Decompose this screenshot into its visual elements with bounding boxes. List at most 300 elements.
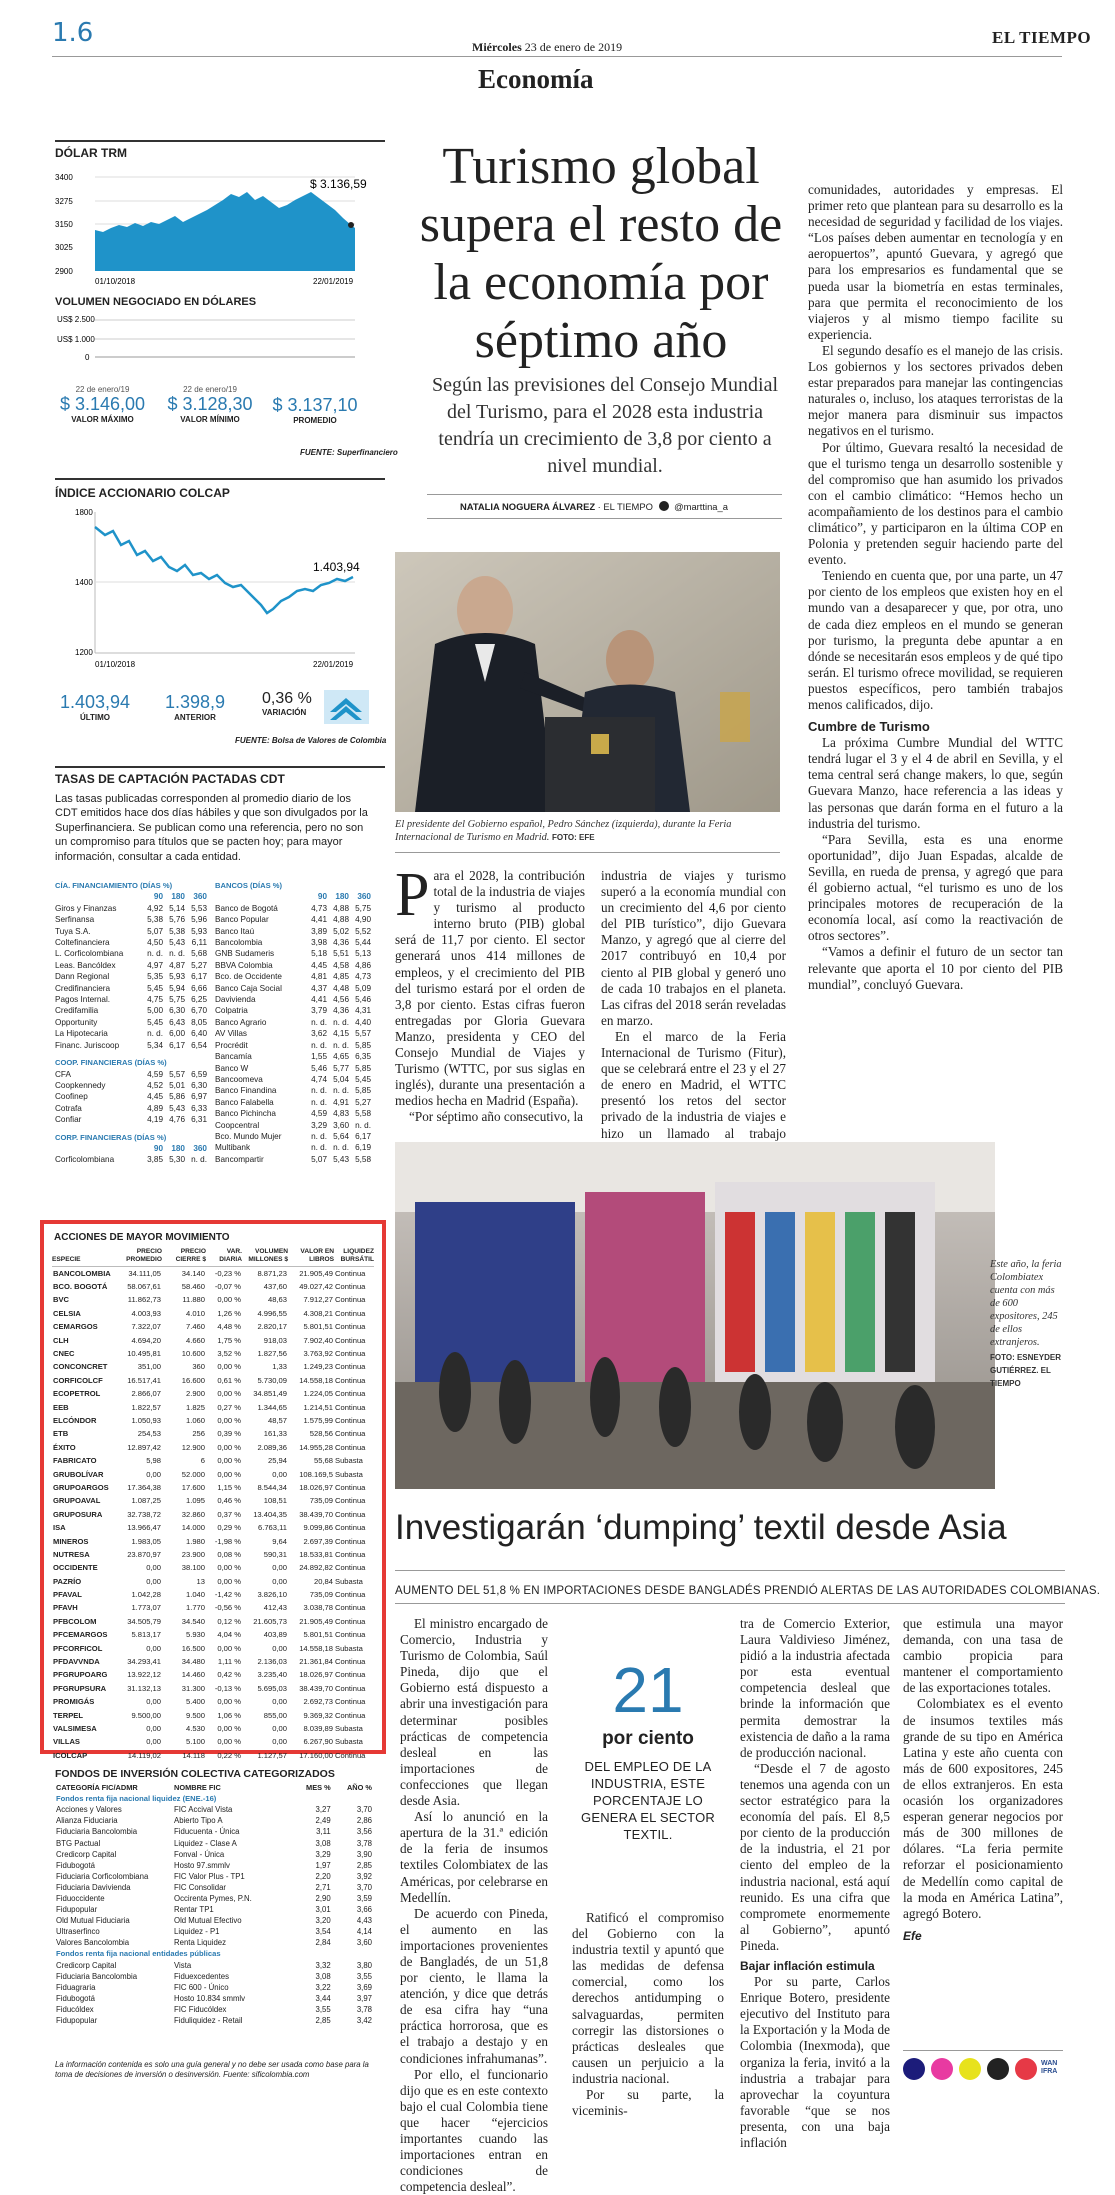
cdt-row [55, 948, 207, 959]
table-cell: Fiducóldex [56, 2004, 94, 2014]
table-cell: 108,51 [263, 1496, 287, 1506]
table-cell: Renta Liquidez [174, 1938, 227, 1948]
deck2-rule [395, 1603, 1065, 1604]
article-paragraph: Así lo anunció en la apertura de la 31.ª edición de la feria de insumos textiles Colombiatex de las Américas, por celebrarse en Medellín. [400, 1809, 548, 1905]
entity-name: GNB Sudameris [215, 949, 275, 959]
colcap-previous [155, 692, 235, 722]
rate-value: 8,05 [191, 1017, 207, 1027]
table-cell: 55,68 [313, 1456, 333, 1466]
table-row [52, 1307, 374, 1320]
entity-name: Dann Regional [55, 972, 110, 982]
table-row [55, 1804, 373, 1815]
table-cell: 1.827,56 [257, 1349, 287, 1359]
table-cell: Continua [335, 1523, 366, 1533]
trm-area [95, 192, 355, 271]
cdt-row [215, 1005, 371, 1016]
stat-callout [568, 1654, 728, 1843]
rate-value: 6,33 [191, 1103, 207, 1113]
colcap-ytick: 1200 [75, 648, 93, 657]
article-paragraph: Teniendo en cuenta que, por una parte, un 47 por ciento de los empleos que existen hoy en el mundo van a desaparecer y que, por otra, uno de cada diez empleos en el mundo se generan por turismo, la pregunta debe apuntar a en dónde se necesitarán esos empleos y de qué tipo serán. El turismo ofrece movilidad, se requieren puestos específicos, pero también trabajos menos calificados, dijo. [808, 568, 1063, 712]
table-row [52, 1722, 374, 1735]
table-cell: 1.060 [185, 1415, 205, 1425]
color-control-strip [903, 2058, 1063, 2094]
rate-value: 5,86 [169, 1092, 185, 1102]
rate-value: 4,37 [311, 983, 327, 993]
table-cell: 3,55 [315, 2004, 331, 2014]
rate-value: 5,85 [355, 1086, 371, 1096]
rate-value: 5,09 [355, 983, 371, 993]
volume-tick: US$ 2.500 [57, 315, 95, 324]
table-cell: 1.983,05 [131, 1536, 161, 1546]
table-cell: 0,00 % [217, 1737, 241, 1747]
table-cell: Continua [335, 1282, 366, 1292]
table-cell: Continua [335, 1429, 366, 1439]
section-title: Economía [478, 64, 594, 94]
wan-ifra-text: WAN IFRA [1041, 2060, 1058, 2075]
table-cell: 4,43 [356, 1916, 372, 1926]
rate-value: 4,92 [147, 903, 163, 913]
rate-value: 6,17 [191, 972, 207, 982]
subhead: Bajar inflación estimula [740, 1958, 875, 1973]
strip-rule [903, 2050, 1063, 2051]
table-cell: 34.140 [181, 1268, 205, 1278]
rate-value: 4,90 [355, 915, 371, 925]
rate-value: 5,58 [355, 1154, 371, 1164]
table-row [55, 1871, 373, 1882]
table-cell: 1.773,07 [131, 1603, 161, 1613]
article-paragraph: El ministro encargado de Comercio, Industria y Turismo de Colombia, Saúl Pineda, dijo que el Gobierno está dispuesto a abrir una investigación para determinar posibles prácticas de competencia desleal en las importaciones de confecciones que llegan desde Asia. [400, 1616, 548, 1809]
table-row [55, 1849, 373, 1860]
table-cell: 2,84 [315, 1938, 331, 1948]
table-cell: Subasta [335, 1723, 363, 1733]
table-row [55, 1915, 373, 1926]
article-paragraph: “Para Sevilla, esta es una enorme oportunidad”, dijo Juan Espadas, alcalde de Sevilla, en rueda de prensa, y agregó que para él gobierno actual, “el turismo es uno de los principales motores de recuperación de la economía local, así como la reactivación de otros sectores”. [808, 831, 1063, 944]
table-cell: 3,32 [315, 1960, 331, 1970]
table-cell: 2,49 [315, 1816, 331, 1826]
stock-symbol: ETB [53, 1429, 69, 1439]
entity-name: Serfinansa [55, 915, 95, 925]
stock-symbol: BCO. BOGOTÁ [53, 1282, 108, 1292]
table-cell: 8.039,89 [303, 1723, 333, 1733]
rate-value: 6,97 [191, 1092, 207, 1102]
table-cell: 5.730,09 [257, 1375, 287, 1385]
rate-value: 5,57 [355, 1029, 371, 1039]
table-cell: 1.087,25 [131, 1496, 161, 1506]
volume-title: VOLUMEN NEGOCIADO EN DÓLARES [55, 296, 257, 308]
table-cell: 24.892,82 [299, 1563, 333, 1573]
rate-value: 4,74 [311, 1074, 327, 1084]
cdt-row [55, 903, 207, 914]
rate-value: 4,31 [355, 1006, 371, 1016]
swatch [903, 2058, 925, 2080]
stock-symbol: BANCOLOMBIA [53, 1268, 111, 1278]
caption-text: Este año, la feria Colombiatex cuenta con más de 600 expositores, 245 de ellos extranjeros. [990, 1259, 1062, 1348]
table-row [52, 1494, 374, 1507]
table-cell: FIC 600 - Único [174, 1982, 229, 1992]
table-cell: 3.038,78 [303, 1603, 333, 1613]
volume-tick: US$ 1.000 [57, 335, 95, 344]
table-cell: 20,84 [313, 1576, 333, 1586]
table-cell: Subasta [335, 1737, 363, 1747]
table-cell: 0,00 [146, 1469, 161, 1479]
cdt-row [215, 1063, 371, 1074]
table-cell: 0,00 % [217, 1576, 241, 1586]
table-row [52, 1695, 374, 1708]
trm-last-label: $ 3.136,59 [310, 177, 367, 191]
stock-symbol: PFBCOLOM [53, 1616, 97, 1626]
entity-name: Pagos Internal. [55, 995, 111, 1005]
table-cell: Continua [335, 1402, 366, 1412]
table-cell: 1.344,65 [257, 1402, 287, 1412]
table-cell: 6 [200, 1456, 205, 1466]
table-cell: 1.040 [185, 1590, 205, 1600]
table-cell: 6.763,11 [258, 1523, 287, 1533]
entity-name: Banco W [215, 1063, 249, 1073]
stock-symbol: CORFICOLCF [53, 1375, 103, 1385]
rate-value: 5,93 [169, 972, 185, 982]
article-photo-colombiatex [395, 1142, 995, 1489]
table-row [55, 1826, 373, 1837]
stock-symbol: PFDAVVNDA [53, 1657, 100, 1667]
article-paragraph [395, 861, 585, 1109]
rate-value: 4,58 [333, 960, 349, 970]
rate-value: 4,81 [311, 972, 327, 982]
trm-rule [55, 140, 385, 142]
signature: Efe [903, 1928, 922, 1943]
table-row [52, 1521, 374, 1534]
table-cell: Continua [335, 1563, 366, 1573]
table-cell: BTG Pactual [56, 1838, 101, 1848]
table-cell: 1,75 % [217, 1335, 241, 1345]
entity-name: Banco Finandina [215, 1086, 277, 1096]
table-cell: Continua [335, 1603, 366, 1613]
author-handle: @marttina_a [674, 501, 728, 512]
article-paragraph: comunidades, autoridades y empresas. El primer reto que plantean para su desarrollo es la necesidad de seguridad y facilidad de los viajes. “Los países deben aumentar en tecnología y en aeropuertos”, apuntó Guevara, y agregó que para los empresarios es fundamental que se pueda usar la biometría en estas terminales, para que permita el reconocimiento de los viajeros y al mismo tiempo facilite su experiencia. [808, 182, 1063, 342]
stat-label: VALOR MÍNIMO [180, 415, 240, 424]
colcap-ytick: 1800 [75, 508, 93, 517]
table-row [52, 1481, 374, 1494]
table-cell: 0,00 [146, 1576, 161, 1586]
rate-value: 5,02 [333, 926, 349, 936]
rate-value: n. d. [147, 1029, 163, 1039]
table-cell: -0,13 % [214, 1683, 241, 1693]
table-cell: 13.966,47 [127, 1523, 161, 1533]
table-cell: Fiduciaria Corficolombiana [56, 1871, 149, 1881]
article1-col2 [601, 868, 786, 1158]
stock-symbol: ECOPETROL [53, 1389, 101, 1399]
fic-col: AÑO % [346, 1783, 372, 1793]
colcap-x-end: 22/01/2019 [313, 660, 354, 669]
rate-value: n. d. [333, 1017, 349, 1027]
stock-symbol: PFCORFICOL [53, 1643, 103, 1653]
cdt-row [215, 983, 371, 994]
article2-col2 [572, 1910, 724, 2119]
table-cell: Continua [335, 1482, 366, 1492]
table-cell: 0,00 [272, 1737, 287, 1747]
trm-ytick: 3275 [55, 197, 73, 206]
rate-value: 6,11 [191, 938, 207, 948]
rate-value: 5,27 [355, 1097, 371, 1107]
stock-symbol: PFAVH [53, 1603, 78, 1613]
rate-value: 4,73 [355, 972, 371, 982]
rate-value: 5,43 [169, 1103, 185, 1113]
cdt-row [55, 983, 207, 994]
table-cell: 2.900 [185, 1389, 205, 1399]
table-cell: 0,00 [272, 1643, 287, 1653]
table-row [52, 1467, 374, 1480]
fic-col: CATEGORÍA FIC/ADMR [56, 1783, 138, 1793]
table-row [55, 1882, 373, 1893]
acciones-column-header: PRECIO PROMEDIO [114, 1248, 162, 1267]
colcap-variation-value: 0,36 % [262, 690, 312, 707]
article-paragraph: Por ello, el funcionario dijo que es en este contexto bajo el cual Colombia tiene que hacer “ejercicios importantes cuando las importaciones entran en condiciones de competencia desleal”. [400, 2066, 548, 2195]
entity-name: Cotrafa [55, 1103, 82, 1113]
rate-value: 5,14 [169, 903, 185, 913]
rate-value: 5,45 [147, 1017, 163, 1027]
rate-value: 5,07 [311, 1154, 327, 1164]
table-cell: Continua [335, 1375, 366, 1385]
stock-symbol: ELCÓNDOR [53, 1415, 97, 1425]
cdt-row [55, 1114, 207, 1125]
stock-symbol: PFGRUPSURA [53, 1683, 107, 1693]
rate-value: 4,36 [333, 1006, 349, 1016]
table-cell: 3,42 [356, 2016, 372, 2026]
table-row [55, 2015, 373, 2026]
table-cell: 0,00 % [217, 1415, 241, 1425]
table-cell: Subasta [335, 1456, 363, 1466]
rate-value: 5,07 [147, 926, 163, 936]
dateline [472, 40, 622, 55]
table-cell: 1.042,28 [131, 1590, 161, 1600]
table-cell: 0,00 [272, 1697, 287, 1707]
table-cell: 2,71 [315, 1882, 331, 1892]
stock-symbol: GRUPOAVAL [53, 1496, 101, 1506]
cdt-left-tables [55, 880, 207, 1166]
table-cell: 3,52 % [217, 1349, 241, 1359]
trm-last-point [348, 222, 354, 228]
rate-value: 6,19 [355, 1143, 371, 1153]
table-cell: Continua [335, 1683, 366, 1693]
fic-col: MES % [306, 1783, 331, 1793]
table-cell: Subasta [335, 1576, 363, 1586]
rate-value: 6,70 [191, 1006, 207, 1016]
article-photo-sanchez [395, 552, 780, 812]
rate-value: 4,56 [333, 995, 349, 1005]
trm-ytick: 3150 [55, 220, 73, 229]
rate-value: 4,73 [311, 903, 327, 913]
table-cell: 4.660 [185, 1335, 205, 1345]
table-cell: 14.460 [181, 1670, 205, 1680]
table-cell: 5.813,17 [131, 1630, 161, 1640]
entity-name: Banco Popular [215, 915, 269, 925]
table-cell: 360 [192, 1362, 205, 1372]
rate-value: 5,58 [355, 1109, 371, 1119]
rate-value: 4,83 [333, 1109, 349, 1119]
trm-stat-min [160, 385, 260, 424]
table-cell: 4.694,20 [131, 1335, 161, 1345]
table-cell: 2,85 [356, 1860, 372, 1870]
table-cell: 590,31 [263, 1549, 287, 1559]
stat-date: 22 de enero/19 [75, 385, 130, 394]
table-cell: FIC Accival Vista [174, 1805, 233, 1815]
acciones-column-header: VOLUMEN MILLONES $ [242, 1248, 288, 1267]
table-row [55, 1982, 373, 1993]
table-cell: 14.955,28 [299, 1442, 333, 1452]
entity-name: Davivienda [215, 995, 256, 1005]
day-name: Miércoles [472, 40, 522, 54]
table-cell: -1,98 % [214, 1536, 241, 1546]
table-cell: 32.738,72 [127, 1509, 161, 1519]
table-cell: 0,00 % [217, 1563, 241, 1573]
table-cell: 0,00 % [217, 1362, 241, 1372]
table-cell: Continua [335, 1389, 366, 1399]
table-cell: Subasta [335, 1643, 363, 1653]
table-cell: 0,00 [272, 1723, 287, 1733]
table-row [52, 1655, 374, 1668]
table-cell: 0,00 % [217, 1469, 241, 1479]
headline2-rule [395, 1570, 1065, 1571]
table-cell: Continua [335, 1536, 366, 1546]
acciones-highlight-box [40, 1220, 386, 1760]
rate-value: 4,89 [147, 1103, 163, 1113]
table-cell: 4,48 % [217, 1322, 241, 1332]
trm-title: DÓLAR TRM [55, 146, 127, 160]
rate-value: 4,40 [355, 1017, 371, 1027]
cdt-row [215, 971, 371, 982]
rate-value: 4,41 [311, 915, 327, 925]
table-cell: 2.136,03 [257, 1657, 287, 1667]
table-row [55, 1993, 373, 2004]
table-row [52, 1561, 374, 1574]
table-cell: 3,11 [316, 1827, 331, 1837]
table-cell: Liquidez - Clase A [174, 1838, 237, 1848]
stock-symbol: VALSIMESA [53, 1723, 97, 1733]
rate-value: 6,66 [191, 983, 207, 993]
table-cell: 3,69 [356, 1982, 372, 1992]
table-cell: Continua [335, 1295, 366, 1305]
article-headline: Turismo global supera el resto de la economía por séptimo año [419, 138, 783, 369]
table-cell: 1.214,51 [303, 1402, 333, 1412]
table-cell: 5.100 [185, 1737, 205, 1747]
entity-name: Procrédit [215, 1040, 248, 1050]
rate-value: 4,85 [333, 972, 349, 982]
table-cell: Fiduciaria Bancolombia [56, 1971, 138, 1981]
entity-name: Banco Itaú [215, 926, 255, 936]
cdt-row [215, 1097, 371, 1108]
table-cell: 10.495,81 [127, 1349, 161, 1359]
caption-text: El presidente del Gobierno español, Pedro Sánchez (izquierda), durante la Feria Internacional de Turismo en Madrid. [395, 819, 732, 843]
table-row [55, 1904, 373, 1915]
rate-value: 5,57 [169, 1069, 185, 1079]
table-cell: 5,98 [146, 1456, 161, 1466]
entity-name: Credifamilia [55, 1006, 99, 1016]
table-cell: 9.369,32 [303, 1710, 333, 1720]
table-cell: 4.308,21 [303, 1308, 333, 1318]
table-cell: 34.111,05 [128, 1268, 161, 1278]
table-row [52, 1454, 374, 1467]
stock-symbol: BVC [53, 1295, 70, 1305]
cdt-row [215, 1040, 371, 1051]
article-paragraph: En el marco de la Feria Internacional de Turismo (Fitur), que se celebrará entre el 23 y el 27 de enero en Madrid, el WTTC presentó los retos del sector privado de la industria de viajes e hizo un llamado al trabajo [601, 1028, 786, 1141]
cdt-row [55, 960, 207, 971]
fic-category: Fondos renta fija nacional liquidez (ENE.-16) [56, 1794, 217, 1804]
table-cell: Fiduliquidez - Retail [174, 2016, 243, 2026]
colcap-last-word: ÚLTIMO [79, 713, 111, 722]
table-cell: 4.010 [185, 1308, 205, 1318]
table-cell: 4.003,93 [131, 1308, 161, 1318]
article2-col3 [740, 1616, 890, 2151]
table-cell: Continua [335, 1630, 366, 1640]
table-cell: 0,27 % [217, 1402, 241, 1412]
table-cell: 1.822,57 [131, 1402, 161, 1412]
table-row [52, 1682, 374, 1695]
colcap-previous-label: ANTERIOR [174, 713, 216, 722]
swatch [1015, 2058, 1037, 2080]
cdt-row [215, 1051, 371, 1062]
article1-col1 [395, 861, 585, 1126]
cdt-row [215, 914, 371, 925]
table-cell: Continua [335, 1616, 366, 1626]
header-rule [52, 56, 1062, 57]
table-cell: 3,59 [356, 1893, 372, 1903]
table-cell: FIC Valor Plus - TP1 [174, 1871, 245, 1881]
table-cell: 0,00 [146, 1563, 161, 1573]
article-paragraph: De acuerdo con Pineda, el aumento en las importaciones provenientes de Bangladés, de un 51,8 por ciento, le llama la atención, y dice que detrás de esa cifra hay “una práctica horrorosa, que es el trabajo a destajo y en condiciones infrahumanas”. [400, 1905, 548, 2066]
table-cell: 17.160,00 [299, 1750, 333, 1760]
stat-date: 22 de enero/19 [183, 385, 237, 394]
article-paragraph: Por su parte, la viceminis- [572, 2087, 724, 2119]
rate-value: 4,15 [333, 1029, 349, 1039]
table-cell: 1,06 % [217, 1710, 241, 1720]
entity-name: Banco Falabella [215, 1097, 274, 1107]
table-row [52, 1280, 374, 1293]
table-cell: 12.897,42 [127, 1442, 161, 1452]
table-cell: 0,29 % [217, 1523, 241, 1533]
table-cell: 2.089,36 [257, 1442, 287, 1452]
fic-category: Fondos renta fija nacional entidades públicas [56, 1949, 221, 1959]
table-cell: 18.533,81 [299, 1549, 333, 1559]
table-cell: 1.980 [185, 1536, 205, 1546]
colcap-title: ÍNDICE ACCIONARIO COLCAP [55, 486, 230, 500]
byline-rule [427, 518, 782, 519]
table-cell: 14.119,02 [127, 1750, 161, 1760]
cdt-row [55, 1017, 207, 1028]
fic-category-row [55, 1948, 373, 1959]
fondos-note: La información contenida es solo una guía general y no debe ser usada como base para la toma de decisiones de inversión o desinversión. Fuente: sificolombia.com [55, 2060, 369, 2079]
cdt-bancos-table [215, 880, 371, 1165]
table-cell: 3,90 [356, 1849, 372, 1859]
entity-name: Banco Pichincha [215, 1109, 276, 1119]
table-cell: 34.480 [181, 1657, 205, 1667]
table-cell: 3,29 [315, 1849, 331, 1859]
table-cell: 0,00 [146, 1737, 161, 1747]
table-cell: Fonval - Única [174, 1849, 225, 1859]
table-row [52, 1628, 374, 1641]
table-cell: 11.862,73 [127, 1295, 161, 1305]
colcap-variation-label: VARIACIÓN [262, 708, 307, 717]
table-cell: 1,33 [272, 1362, 287, 1372]
table-cell: 3,78 [356, 2004, 372, 2014]
table-cell: 38.439,70 [299, 1509, 333, 1519]
acciones-column-header: VAR. DIARIA [206, 1248, 242, 1267]
author-name: NATALIA NOGUERA ÁLVAREZ [460, 501, 596, 512]
entity-name: L. Corficolombiana [55, 949, 124, 959]
table-cell: Continua [335, 1750, 366, 1760]
rate-value: n. d. [169, 949, 185, 959]
rate-value: n. d. [355, 1120, 371, 1130]
cdt-row [55, 1103, 207, 1114]
table-cell: Continua [335, 1670, 366, 1680]
